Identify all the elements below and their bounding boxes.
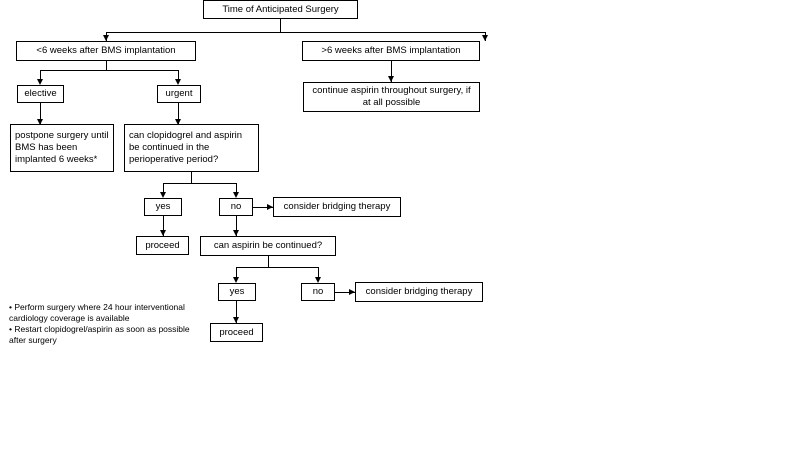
node-can-aspirin-be-continued: can aspirin be continued? [200,236,336,256]
node-yes-clopidogrel-aspirin: yes [144,198,182,216]
node-can-clopidogrel-and-aspirin-be-continued: can clopidogrel and aspirin be continued in the perioperative period? [124,124,259,172]
node-time-of-anticipated-surgery: Time of Anticipated Surgery [203,0,358,19]
node-proceed-2: proceed [210,323,263,342]
connector-aspirin-question-stub [268,256,269,267]
node-no-clopidogrel-aspirin: no [219,198,253,216]
connector-clopidogrel-question-stub [191,172,192,183]
footnote-list [9,302,199,346]
node-proceed-1: proceed [136,236,189,255]
node-yes-aspirin: yes [218,283,256,301]
connector-clopidogrel-question-split [163,183,236,184]
connector-lt6weeks-stub [106,61,107,70]
connector-lt6weeks-split [40,70,178,71]
connector-root-split [106,32,485,33]
node-lt-6-weeks-after-bms-implantation: <6 weeks after BMS implantation [16,41,196,61]
node-continue-aspirin-throughout-surgery: continue aspirin throughout surgery, if at all possible [303,82,480,112]
node-consider-bridging-therapy-2: consider bridging therapy [355,282,483,302]
node-gt-6-weeks-after-bms-implantation: >6 weeks after BMS implantation [302,41,480,61]
connector-root-stub [280,19,281,32]
footnote-item-2: • Restart clopidogrel/aspirin as soon as possible after surgery [9,324,190,345]
node-urgent: urgent [157,85,201,103]
node-postpone-surgery-until-bms-6-weeks: postpone surgery until BMS has been implanted 6 weeks* [10,124,114,172]
node-elective: elective [17,85,64,103]
arrowhead-root-to-gt6weeks [482,35,488,41]
node-no-aspirin: no [301,283,335,301]
connector-aspirin-question-split [236,267,318,268]
footnote-item-1: • Perform surgery where 24 hour interventional cardiology coverage is available [9,302,185,323]
node-consider-bridging-therapy-1: consider bridging therapy [273,197,401,217]
